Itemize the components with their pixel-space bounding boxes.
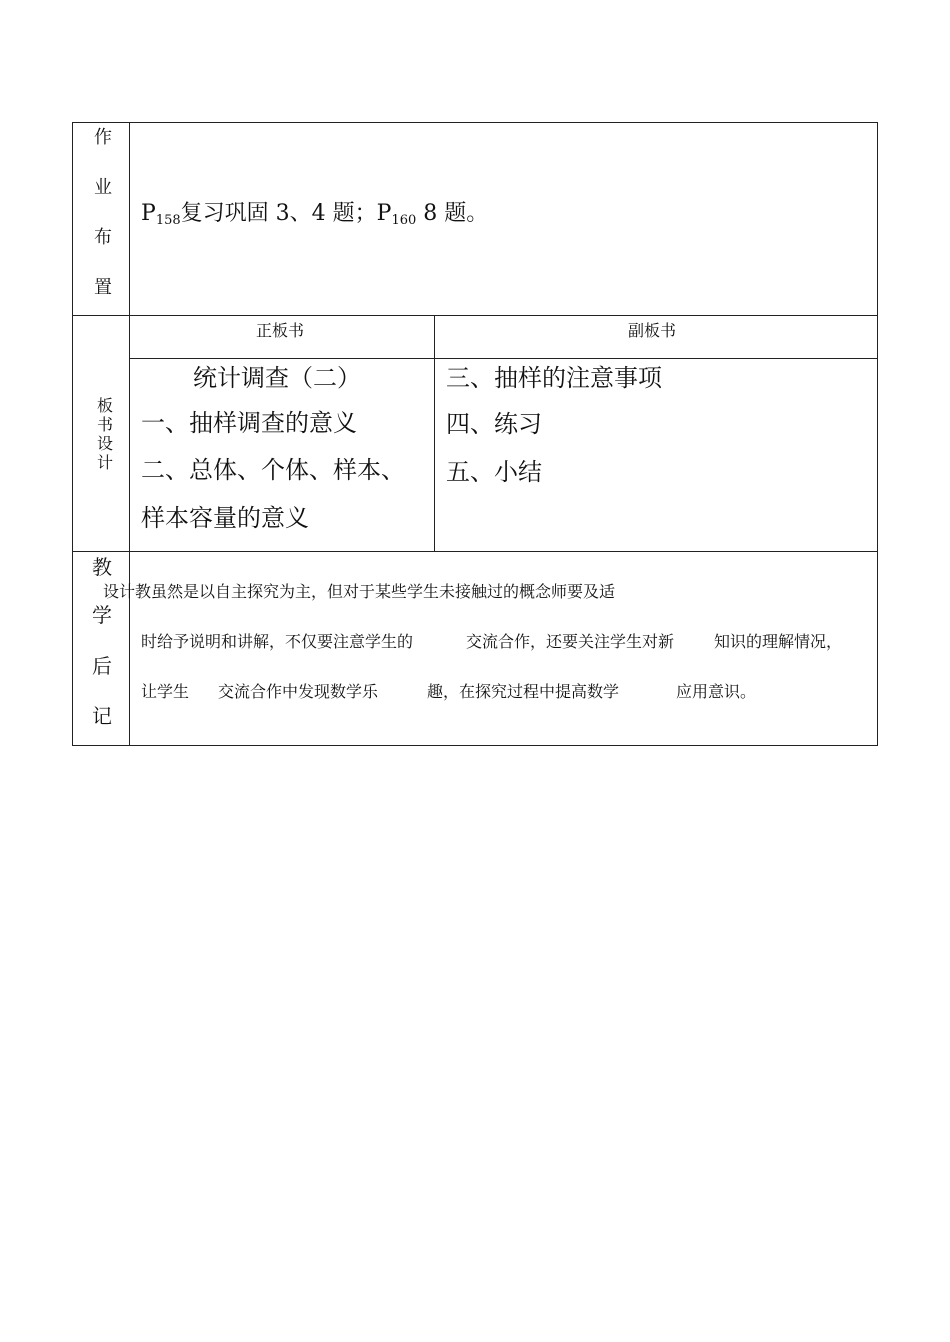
page-ref-number: 160 [391,213,417,228]
board-header-divider [129,358,878,359]
sub-board-line: 三、抽样的注意事项 [446,364,662,392]
board-label-char: 书 [97,415,114,434]
page-ref-prefix: P [141,201,156,226]
main-board-line: 一、抽样调查的意义 [141,409,357,437]
reflection-line-2a: 时给予说明和讲解，不仅要注意学生的 [141,632,414,651]
board-column-divider [434,315,435,552]
homework-label-char: 业 [94,177,112,198]
reflection-label-char: 教 [92,555,112,579]
reflection-label-char: 后 [92,654,112,678]
reflection-line-3a: 让学生 [141,682,190,701]
reflection-label-char: 学 [92,603,112,627]
row-divider-2 [72,551,878,552]
reflection-line-3b: 交流合作中发现数学乐 [218,682,379,701]
row-divider-1 [72,315,878,316]
sub-board-line: 五、小结 [446,458,542,486]
page-ref-prefix: P [376,201,392,226]
reflection-label-char: 记 [92,704,112,728]
page-ref-number: 158 [155,213,181,228]
homework-label-char: 作 [94,127,112,148]
sub-board-header: 副板书 [628,321,677,340]
board-label-char: 设 [97,434,114,453]
reflection-line-2b: 交流合作，还要关注学生对新 [466,632,675,651]
main-board-header: 正板书 [256,321,305,340]
table-border-right [877,122,878,746]
table-border-top [72,122,878,123]
board-label-char: 板 [97,396,114,415]
reflection-line-1: 设计教虽然是以自主探究为主，但对于某些学生未接触过的概念师要及适 [103,582,616,601]
main-board-line: 样本容量的意义 [141,504,309,532]
homework-item-1: 复习巩固 3、4 题； [180,201,377,226]
homework-text [141,202,488,233]
homework-label-char: 置 [94,277,112,298]
main-board-line: 二、总体、个体、样本、 [141,456,405,484]
board-label-char: 计 [97,453,114,472]
reflection-line-2c: 知识的理解情况， [714,632,843,651]
main-board-title: 统计调查（二） [193,364,361,392]
reflection-line-3d: 应用意识。 [676,682,757,701]
sub-board-line: 四、练习 [446,410,542,438]
reflection-line-3c: 趣，在探究过程中提高数学 [427,682,620,701]
table-border-left [72,122,73,746]
table-border-bottom [72,745,878,746]
homework-label-char: 布 [94,227,112,248]
label-column-divider [129,122,130,746]
homework-item-2: 8 题。 [416,201,489,226]
